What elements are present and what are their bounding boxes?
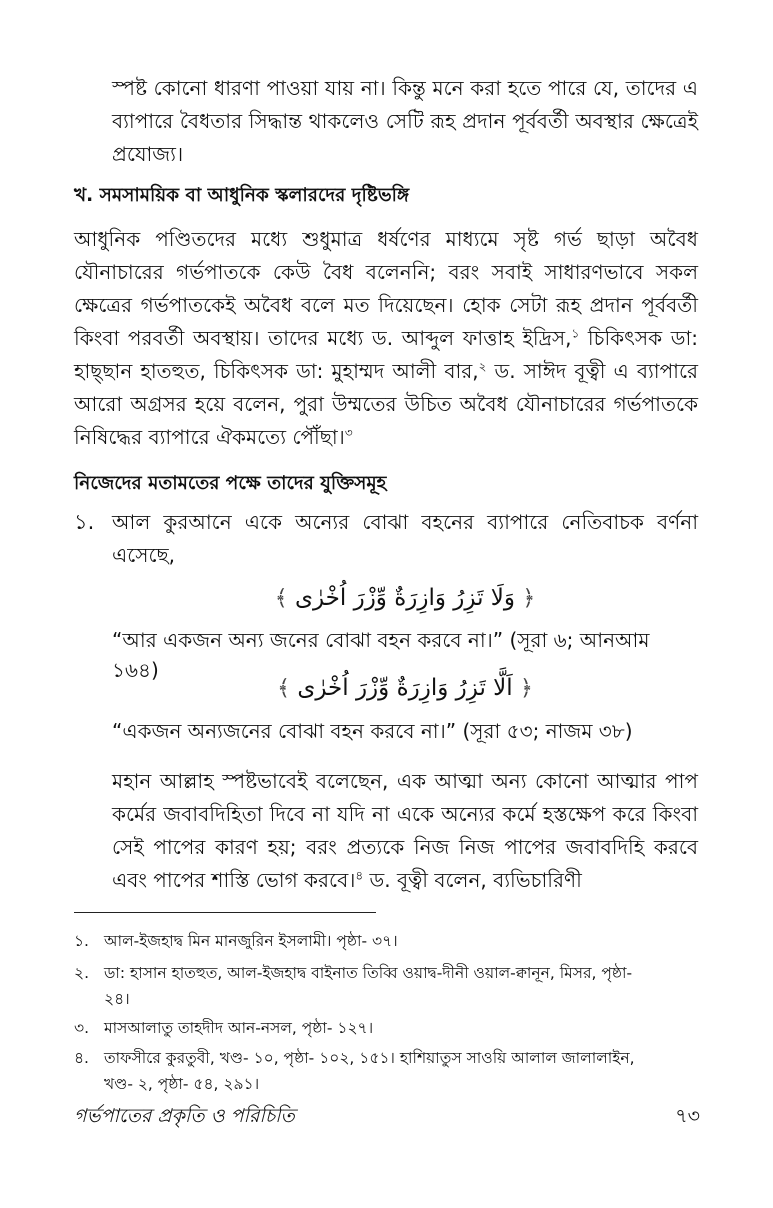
paragraph-text: মহান আল্লাহ স্পষ্টভাবেই বলেছেন, এক আত্মা অন্য কোনো আত্মার পাপ কর্মের জবাবদিহিতা দিবে না যদি না একে অন্যের কর্মে হস্তক্ষেপ করে কিংবা সেই পাপের কারণ হয়; বরং প্রত্যকে নিজ নিজ পাপের জবাবদিহি করবে এবং পাপের শাস্তি ভোগ করবে।	[112, 769, 698, 892]
footnote-number: ৪.	[74, 1049, 89, 1067]
footnote-4	[74, 1045, 704, 1097]
footnote-text: মাসআলাতু তাহদীদ আন-নসল, পৃষ্ঠা- ১২৭।	[104, 1019, 374, 1037]
paragraph-text: ড. বূত্বী বলেন, ব্যভিচারিণী	[363, 868, 582, 892]
footnote-text: আল-ইজহাদ্ব মিন মানজুরিন ইসলামী। পৃষ্ঠা- ৩৭।	[104, 932, 398, 950]
paragraph-intro: স্পষ্ট কোনো ধারণা পাওয়া যায় না। কিন্তু মনে করা হতে পারে যে, তাদের এ ব্যাপারে বৈধতার সিদ্ধান্ত থাকলেও সেটি রূহ প্রদান পূর্ববর্তী অবস্থার ক্ষেত্রেই প্রযোজ্য।	[112, 76, 698, 166]
paragraph-explanation	[112, 765, 698, 897]
footnote-ref-1: ১	[571, 326, 580, 341]
page-number: ৭৩	[675, 1105, 700, 1127]
footnote-number: ১.	[74, 932, 89, 950]
arabic-verse-text: وَلَا تَزِرُ وَازِرَةٌ وِّزْرَ اُخْرٰی	[294, 585, 516, 611]
ornate-bracket-close: ﴿	[519, 676, 533, 701]
ornate-bracket-open: ﴾	[277, 676, 291, 701]
footnote-number: ৩.	[74, 1019, 90, 1037]
footnote-ref-2: ২	[478, 359, 487, 374]
paragraph-modern-scholars	[74, 223, 698, 454]
section-heading-arguments: নিজেদের মতামতের পক্ষে তাদের যুক্তিসমূহ	[74, 473, 387, 494]
footnote-ref-3: ৩	[344, 425, 353, 440]
section-heading-modern-scholars: খ. সমসাময়িক বা আধুনিক স্কলারদের দৃষ্টিভঙ্গি	[74, 185, 410, 206]
paragraph-text: চিকিৎসক ডা: হাছ্ছান হাতহুত, চিকিৎসক ডা: মুহাম্মদ আলী বার,	[74, 326, 698, 383]
quran-verse-2	[112, 668, 698, 709]
verse-translation-1: “আর একজন অন্য জনের বোঝা বহন করবে না।” (সূরা ৬; আনআম ১৬৪)	[112, 628, 650, 682]
footnote-ref-4: ৪	[355, 868, 364, 883]
verse-translation-2: “একজন অন্যজনের বোঝা বহন করবে না।” (সূরা ৫৩; নাজম ৩৮)	[112, 719, 633, 743]
footnote-1	[74, 928, 704, 954]
footnote-text-continued: ২৪।	[104, 990, 130, 1008]
footnote-text: ডা: হাসান হাতহুত, আল-ইজহাদ্ব বাইনাত তিব্বি ওয়াদ্ব-দীনী ওয়াল-ক্বানূন, মিসর, পৃষ্ঠা-	[104, 964, 633, 982]
ornate-bracket-close: ﴿	[522, 586, 536, 611]
footnote-text-continued: খণ্ড- ২, পৃষ্ঠা- ৫৪, ২৯১।	[104, 1075, 260, 1093]
ornate-bracket-open: ﴾	[274, 586, 288, 611]
paragraph-text: ড. সাঈদ বূত্বী এ ব্যাপারে আরো অগ্রসর হয়ে বলেন, পুরা উম্মতের উচিত অবৈধ যৌনাচারের গর্ভপাতকে নিষিদ্ধের ব্যাপারে ঐকমত্যে পৌঁছা।	[74, 359, 698, 449]
quran-verse-1	[112, 578, 698, 619]
footnote-text: তাফসীরে কুরতুবী, খণ্ড- ১০, পৃষ্ঠা- ১০২, ১৫১। হাশিয়াতুস সাওয়ি আলাল জালালাইন,	[104, 1049, 635, 1067]
arabic-verse-text: اَلَّا تَزِرُ وَازِرَةٌ وِّزْرَ اُخْرٰی	[297, 675, 513, 701]
paragraph-text: আধুনিক পণ্ডিতদের মধ্যে শুধুমাত্র ধর্ষণের মাধ্যমে সৃষ্ট গর্ভ ছাড়া অবৈধ যৌনাচারের গর্ভপাতকে কেউ বৈধ বলেননি; বরং সবাই সাধারণভাবে সকল ক্ষেত্রের গর্ভপাতকেই অবৈধ বলে মত দিয়েছেন। হোক সেটা রূহ প্রদান পূর্ববর্তী কিংবা পরবর্তী অবস্থায়। তাদের মধ্যে ড. আব্দুল ফাত্তাহ ইদ্রিস,	[74, 227, 698, 350]
list-number: ১.	[74, 510, 95, 534]
footnote-3	[74, 1015, 704, 1041]
footnote-number: ২.	[74, 964, 90, 982]
footnote-divider	[74, 912, 376, 913]
running-footer-title: গর্ভপাতের প্রকৃতি ও পরিচিতি	[74, 1105, 295, 1127]
footnote-2	[74, 960, 704, 1012]
list-item-text: আল কুরআনে একে অন্যের বোঝা বহনের ব্যাপারে নেতিবাচক বর্ণনা এসেছে,	[112, 510, 698, 567]
